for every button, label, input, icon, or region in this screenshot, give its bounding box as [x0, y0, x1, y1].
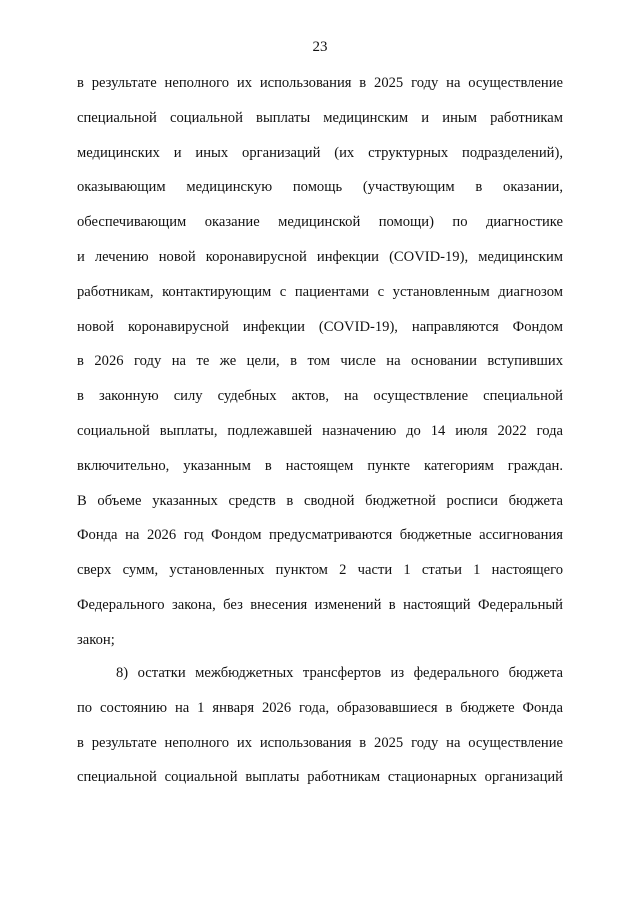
text-line: обеспечивающим оказание медицинской помощи) по диагностике — [77, 214, 563, 231]
text-line: по состоянию на 1 января 2026 года, образовавшиеся в бюджете Фонда — [77, 699, 563, 716]
text-line: включительно, указанным в настоящем пункте категориям граждан. — [77, 457, 563, 474]
text-line: Фонда на 2026 год Фондом предусматриваются бюджетные ассигнования — [77, 527, 563, 544]
text-line: социальной выплаты, подлежавшей назначению до 14 июля 2022 года — [77, 422, 563, 439]
text-line: специальной социальной выплаты работникам стационарных организаций — [77, 769, 563, 786]
text-line: и лечению новой коронавирусной инфекции (COVID-19), медицинским — [77, 248, 563, 265]
text-line: медицинских и иных организаций (их структурных подразделений), — [77, 144, 563, 161]
text-line: Федерального закона, без внесения изменений в настоящий Федеральный — [77, 596, 563, 613]
text-line: в результате неполного их использования в 2025 году на осуществление — [77, 75, 563, 91]
text-line: В объеме указанных средств в сводной бюджетной росписи бюджета — [77, 492, 563, 509]
page-number: 23 — [312, 39, 328, 55]
text-line: специальной социальной выплаты медицинским и иным работникам — [77, 109, 563, 126]
text-line: 8) остатки межбюджетных трансфертов из федерального бюджета — [116, 665, 563, 681]
paragraph-2 — [77, 656, 563, 795]
text-line: работникам, контактирующим с пациентами с установленным диагнозом — [77, 283, 563, 300]
text-line: новой коронавирусной инфекции (COVID-19), направляются Фондом — [77, 318, 563, 335]
text-line: оказывающим медицинскую помощь (участвующим в оказании, — [77, 179, 563, 196]
text-line: закон; — [77, 631, 115, 648]
paragraph-1 — [77, 66, 563, 658]
text-line: в результате неполного их использования в 2025 году на осуществление — [77, 734, 563, 751]
text-line: в законную силу судебных актов, на осуществление специальной — [77, 388, 563, 405]
text-line: в 2026 году на те же цели, в том числе на основании вступивших — [77, 353, 563, 370]
text-line: сверх сумм, установленных пунктом 2 части 1 статьи 1 настоящего — [77, 562, 563, 579]
